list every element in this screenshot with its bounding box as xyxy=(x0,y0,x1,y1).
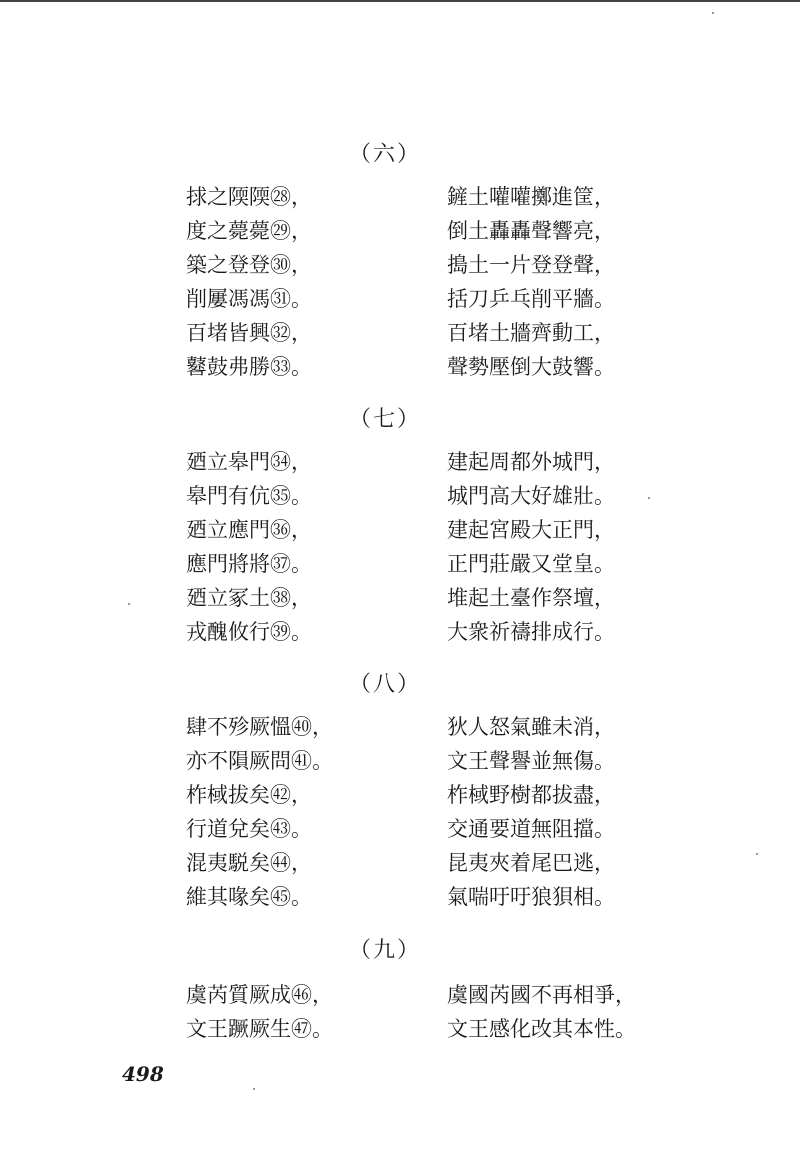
poem-line-original: 廼立冢土㊳， xyxy=(186,586,312,610)
scan-speck xyxy=(128,603,130,605)
poem-line-translation: 虞國芮國不再相爭， xyxy=(447,983,636,1007)
poem-line-original: 混夷駾矣㊹， xyxy=(186,851,312,875)
poem-line-translation: 城門高大好雄壯。 xyxy=(447,484,615,508)
poem-line-translation: 大衆祈禱排成行。 xyxy=(447,620,615,644)
poem-line-original: 削屢馮馮㉛。 xyxy=(186,287,312,311)
poem-line-translation: 正門莊嚴又堂皇。 xyxy=(447,552,615,576)
poem-line-original: 戎醜攸行㊴。 xyxy=(186,620,312,644)
poem-line-original: 捄之陾陾㉘， xyxy=(186,185,312,209)
page-number: 498 xyxy=(122,1062,164,1086)
poem-line-original: 文王蹶厥生㊼。 xyxy=(186,1017,333,1041)
poem-line-original: 柞棫拔矣㊷， xyxy=(186,783,312,807)
poem-line-translation: 鏟土嚾嚾擲進筐， xyxy=(447,185,615,209)
poem-line-translation: 建起宮殿大正門， xyxy=(447,518,615,542)
poem-line-original: 百堵皆興㉜， xyxy=(186,321,312,345)
poem-line-original: 廼立皋門㉞， xyxy=(186,450,312,474)
section-title: （七） xyxy=(348,407,421,432)
scan-speck xyxy=(648,497,650,499)
scan-speck xyxy=(253,1088,255,1090)
poem-line-translation: 柞棫野樹都拔盡， xyxy=(447,783,615,807)
section-title: （六） xyxy=(348,142,421,167)
poem-line-original: 行道兌矣㊸。 xyxy=(186,817,312,841)
poem-line-translation: 搗土一片登登聲， xyxy=(447,253,615,277)
section-title: （九） xyxy=(348,938,421,963)
poem-line-translation: 文王聲譽並無傷。 xyxy=(447,749,615,773)
poem-line-original: 維其喙矣㊺。 xyxy=(186,885,312,909)
poem-line-original: 應門將將㊲。 xyxy=(186,552,312,576)
scan-speck xyxy=(756,853,758,855)
scan-speck xyxy=(712,12,714,14)
poem-line-original: 虞芮質厥成㊻， xyxy=(186,983,333,1007)
poem-line-original: 皋門有伉㉟。 xyxy=(186,484,312,508)
poem-line-original: 度之薨薨㉙， xyxy=(186,219,312,243)
poem-line-translation: 堆起土臺作祭壇， xyxy=(447,586,615,610)
poem-line-translation: 建起周都外城門， xyxy=(447,450,615,474)
poem-line-original: 築之登登㉚， xyxy=(186,253,312,277)
poem-line-translation: 氣喘吁吁狼狽相。 xyxy=(447,885,615,909)
top-rule xyxy=(0,0,800,2)
poem-line-translation: 昆夷夾着尾巴逃， xyxy=(447,851,615,875)
poem-line-translation: 文王感化改其本性。 xyxy=(447,1017,636,1041)
poem-line-translation: 括刀乒乓削平牆。 xyxy=(447,287,615,311)
poem-line-original: 鼛鼓弗勝㉝。 xyxy=(186,355,312,379)
poem-line-translation: 聲勢壓倒大鼓響。 xyxy=(447,355,615,379)
poem-line-translation: 狄人怒氣雖未消， xyxy=(447,715,615,739)
poem-line-translation: 交通要道無阻擋。 xyxy=(447,817,615,841)
poem-line-translation: 倒土轟轟聲響亮， xyxy=(447,219,615,243)
poem-line-translation: 百堵土牆齊動工， xyxy=(447,321,615,345)
poem-line-original: 肆不殄厥慍㊵， xyxy=(186,715,333,739)
poem-line-original: 廼立應門㊱， xyxy=(186,518,312,542)
poem-line-original: 亦不隕厥問㊶。 xyxy=(186,749,333,773)
section-title: （八） xyxy=(348,672,421,697)
